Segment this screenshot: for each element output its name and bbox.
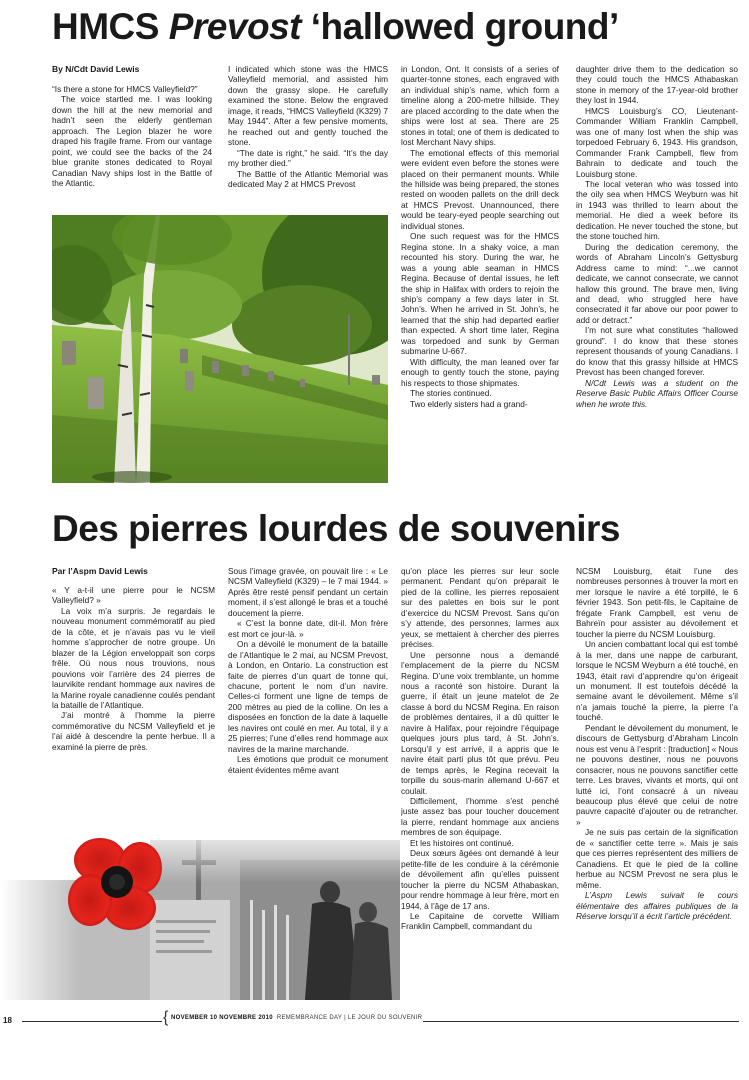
page-number: 18 bbox=[3, 1016, 12, 1025]
footer-rule-right bbox=[423, 1021, 739, 1022]
headline-en bbox=[52, 4, 712, 50]
article-en-column-2: I indicated which stone was the HMCS Valleyfield memorial, and assisted him down the grassy slope. He carefully examined the stone. Below the engraved image, it reads, “HMCS Valleyfield (K329) 7 May 1944”. After a few pensive moments, he reached out and gently touched the stone. “The date is right,” he said. “It’s the day my brother died.” The Battle of the Atlantic Memorial was dedicated May 2 at HMCS Prevost bbox=[228, 64, 388, 189]
article-en-column-3: in London, Ont. It consists of a series of quarter-tonne stones, each engraved with an individual ship’s name, which form a timeline along a 200-metre hillside. They are placed according to the date when the ships were lost at sea. There are 25 stones in total; one of them is dedicated to lost Merchant Navy ships. The emotional effects of this memorial were evident even before the stones were placed on their permanent mounts. While the hillside was being prepared, the stones rested on wooden pallets on the drill deck at HMCS Prevost. Unannounced, there would be teary-eyed people searching out individual stones. One such request was for the HMCS Regina stone. In a shaky voice, a man recounted his story. During the war, he was a young able seaman in HMCS Regina. Because of dental issues, he left the ship in Halifax with orders to rejoin the ship’s company a few days later in St. John’s. When he arrived in St. John’s, he learned that the ship had departed earlier than expected. A short time later, Regina was torpedoed and sunk by German submarine U-667. With difficulty, the man leaned over far enough to gently touch the stone, paying his respects to those shipmates. The stories continued. Two elderly sisters had a grand- bbox=[401, 64, 559, 409]
footer-bracket: { bbox=[163, 1009, 169, 1026]
footer-section: REMEMBRANCE DAY | LE JOUR DU SOUVENIR bbox=[276, 1015, 423, 1021]
article-fr-column-4: NCSM Louisburg, était l’une des nombreuses personnes à trouver la mort en mer lorsque le navire a été torpillé, le 6 février 1943. Son petit-fils, le Capitaine de frégate Frank Campbell, est venu de Bahreïn pour assister au dévoilement et toucher la pierre du NCSM Louisburg. Un ancien combattant local qui est tombé à la mer, dans une nappe de carburant, lorsque le NCSM Weyburn a été touché, en 1943, était ravi d’apprendre qu’on érigeait un monument. Il est toutefois décédé la semaine avant le dévoilement. Même s’il n’a jamais touché la pierre, la pierre l’a touché. Pendant le dévoilement du monument, le discours de Gettysburg d’Abraham Lincoln nous est venu à l’esprit : [traduction] « Nous ne pouvons destiner, nous ne pouvons consacrer, nous ne pouvons sanctifier cette terre. Les braves, vivants et morts, qui ont lutté ici, l’ont consacré à un niveau beaucoup plus élevé que celui de notre pauvre capacité d’ajouter ou de retrancher. » Je ne suis pas certain de la signification de « sanctifier cette terre ». Mais je sais que ces pierres représentent des milliers de Canadiens. Et que le pied de la colline herbue au NCSM Prevost ne sera plus le même. L’Aspm Lewis suivait le cours élémentaire des affaires publiques de la Réserve lorsqu’il a écrit l’article précédent. bbox=[576, 566, 738, 921]
headline-fr: Des pierres lourdes de souvenirs bbox=[52, 508, 621, 549]
byline-fr: Par l’Aspm David Lewis bbox=[52, 566, 148, 576]
byline-en: By N/Cdt David Lewis bbox=[52, 64, 140, 74]
article-en-column-1: “Is there a stone for HMCS Valleyfield?” The voice startled me. I was looking down the hill at the new memorial and hadn’t seen the elderly gentleman approach. The Legion blazer he wore draped his fragile frame. From our vantage point, we could see the backs of the 24 blue granite stones dedicated to Royal Canadian Navy ships lost in the Battle of the Atlantic. bbox=[52, 84, 212, 189]
article-fr-column-3: qu’on place les pierres sur leur socle permanent. Pendant qu’on préparait le pied de la colline, les pierres reposaient sur des palettes en bois sur le pont d’exercice du NCSM Prevost. Sans qu’on s’y attende, des personnes, larmes aux yeux, se mettaient à chercher des pierres précises. Une personne nous a demandé l’emplacement de la pierre du NCSM Regina. D’une voix tremblante, un homme nous a raconté son histoire. Durant la guerre, il était un jeune matelot de 2e classe à bord du NCSM Regina. En raison de problèmes dentaires, il a dû quitter le navire à Halifax, pour rejoindre l’équipage quelques jours plus tard, à St. John’s. Lorsqu’il y est arrivé, il a appris que le navire était parti plus tôt que prévu. Peu de temps après, le Regina recevait la torpille du sous-marin allemand U-667 et coulait. Difficilement, l’homme s’est penché juste assez bas pour toucher doucement la pierre, rendant hommage aux anciens membres de son équipage. Et les histoires ont continué. Deux sœurs âgées ont demandé à leur petite-fille de les conduire à la cérémonie de dévoilement afin qu’elles puissent toucher la pierre du NCSM Athabaskan, pour rendre hommage à leur frère, mort en 1944, à l’âge de 17 ans. Le Capitaine de corvette William Franklin Campbell, commandant du bbox=[401, 566, 559, 932]
article-fr-column-2: Sous l’image gravée, on pouvait lire : « Le NCSM Valleyfield (K329) – le 7 mai 1944. » Après être resté pensif pendant un certain moment, il s’est allongé le bras et a touché doucement la pierre. « C’est la bonne date, dit-il. Mon frère est mort ce jour-là. » On a dévoilé le monument de la bataille de l’Atlantique le 2 mai, au NCSM Prevost, à London, en Ontario. La construction est faite de pierres d’un quart de tonne qui, chacune, portent le nom d’un navire. Celles-ci forment une ligne de temps de 200 mètres au pied de la colline. On les a disposées en fonction de la date à laquelle les navires ont coulé en mer. Au total, il y a 25 pierres; l’une d’elles rend hommage aux navires de la marine marchande. Les émotions que produit ce monument étaient évidentes même avant bbox=[228, 566, 388, 775]
headline-en-prefix: HMCS bbox=[52, 6, 169, 47]
headline-en-suffix: ‘hallowed ground’ bbox=[300, 6, 619, 47]
footer-rule-left bbox=[22, 1021, 162, 1022]
headline-en-ship: Prevost bbox=[168, 6, 301, 47]
remembrance-collage bbox=[0, 820, 400, 1000]
article-en-column-4: daughter drive them to the dedication so they could touch the HMCS Athabaskan stone in memory of the 17-year-old brother they lost in 1944. HMCS Louisburg’s CO, Lieutenant-Commander William Franklin Campbell, was one of many lost when the ship was torpedoed February 6, 1943. His grandson, Commander Frank Campbell, flew from Bahrain to dedicate and touch the Louisburg stone. The local veteran who was tossed into the oily sea when HMCS Weyburn was hit in 1943 was thrilled to learn about the memorial. He died a week before its dedication. He never touched the stone, but the stone touched him. During the dedication ceremony, the words of Abraham Lincoln’s Gettysburg Address came to mind: “...we cannot dedicate, we cannot consecrate, we cannot hallow this ground. The brave men, living and dead, who struggled here have consecrated it far above our poor power to add or detract.” I’m not sure what constitutes “hallowed ground”. I do know that these stones represent thousands of young Canadians. I do know that this grassy hillside at HMCS Prevost has been changed forever. N/Cdt Lewis was a student on the Reserve Basic Public Affairs Officer Course when he wrote this. bbox=[576, 64, 738, 409]
article-fr-column-1: « Y a-t-il une pierre pour le NCSM Valleyfield? » La voix m’a surpris. Je regardais le nouveau monument commémoratif au pied de la côte, et je n’avais pas vu le vieil homme s’approcher de notre groupe. Un blazer de la Légion enveloppait son corps frêle. Où nous nous trouvions, nous pouvions voir l’arrière des 24 pierres de laurvikite rendant hommage aux navires de la Marine royale canadienne coulés pendant la bataille de l’Atlantique. J’ai montré à l’homme la pierre commémorative du NCSM Valleyfield et je l’ai aidé à descendre la pente herbue. Il a examiné la pierre de près. bbox=[52, 585, 215, 752]
poppy-icon bbox=[68, 838, 162, 930]
author-note-fr: L’Aspm Lewis suivait le cours élémentaire des affaires publiques de la Réserve lorsqu’il a écrit l’article précédent. bbox=[576, 890, 738, 921]
footer-text bbox=[171, 1015, 422, 1021]
author-note-en: N/Cdt Lewis was a student on the Reserve Basic Public Affairs Officer Course when he wrote this. bbox=[576, 377, 738, 409]
memorial-photo bbox=[52, 215, 388, 483]
footer-date: NOVEMBER 10 NOVEMBRE 2010 bbox=[171, 1015, 273, 1021]
